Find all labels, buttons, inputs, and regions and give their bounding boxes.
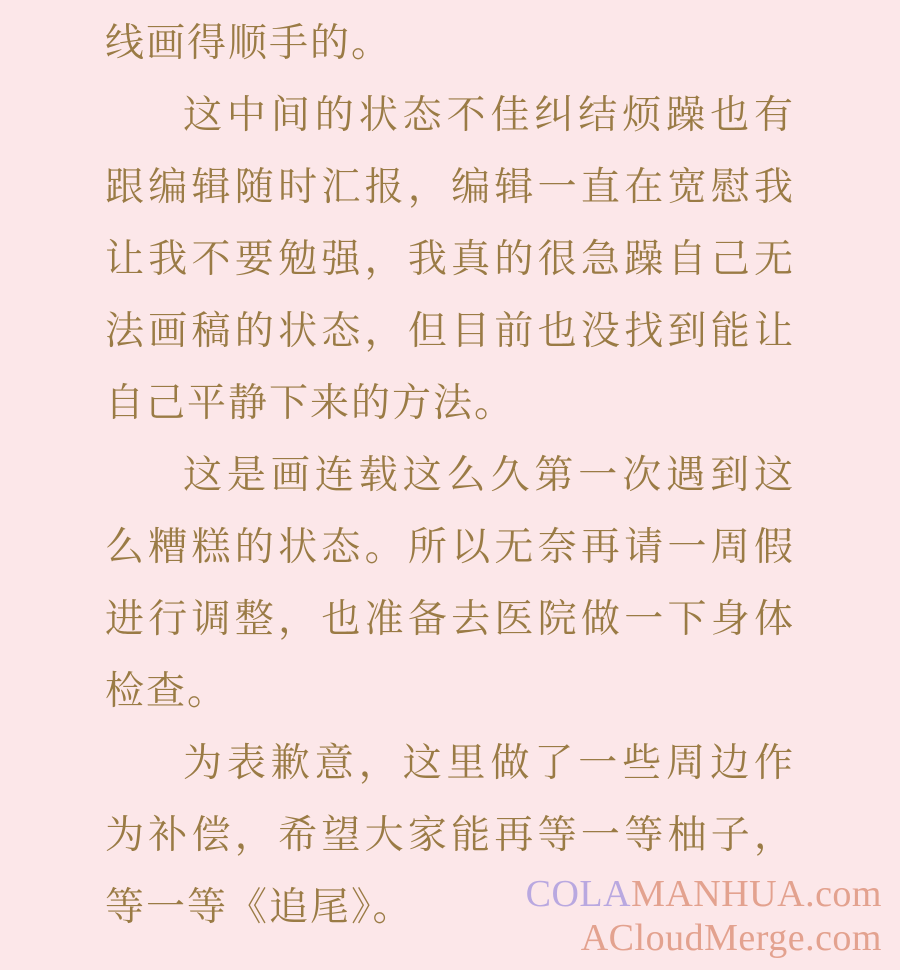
watermark-cola-text: COLA <box>525 872 632 915</box>
note-paragraph-1: 线画得顺手的。 <box>105 21 393 66</box>
note-paragraph-4: 为表歉意，这里做了一些周边作为补偿，希望大家能再等一等柚子，等一等《追尾》。 <box>105 741 795 930</box>
watermark-dotcom-text: .com <box>805 872 882 915</box>
note-paragraph-2: 这中间的状态不佳纠结烦躁也有跟编辑随时汇报，编辑一直在宽慰我让我不要勉强，我真的很急躁自己无法画稿的状态，但目前也没找到能让自己平静下来的方法。 <box>105 93 795 426</box>
watermark-manhua-text: MANHUA <box>631 872 806 915</box>
watermark-line-2: ACloudMerge.com <box>580 916 882 959</box>
note-paragraph-3: 这是画连载这么久第一次遇到这么糟糕的状态。所以无奈再请一周假进行调整，也准备去医院做一下身体检查。 <box>105 453 795 714</box>
